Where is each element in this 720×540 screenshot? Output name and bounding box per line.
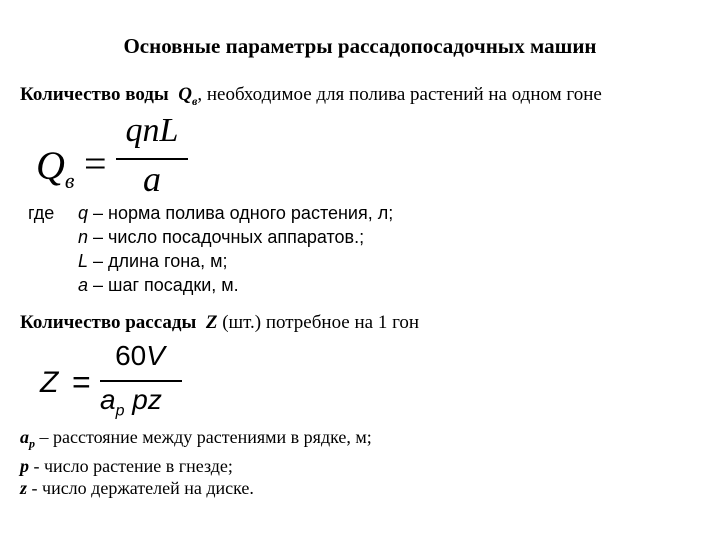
- water-quantity-line: [20, 84, 602, 109]
- formula1-lhs: $Q_в$: [36, 143, 75, 193]
- water-formula: [36, 112, 186, 202]
- seedlings-quantity-line: [20, 312, 419, 334]
- formula1-numerator: qnL: [125, 112, 179, 149]
- water-quantity-label: Количество воды: [20, 84, 169, 105]
- formula2-numerator: 60V: [115, 340, 165, 371]
- where-label: где: [28, 203, 55, 223]
- page-title: Основные параметры рассадопосадочных машин: [123, 34, 597, 58]
- formula2-lhs: Z: [40, 366, 59, 399]
- definition-item: q – норма полива одного растения, л;: [78, 203, 394, 223]
- formula1-denominator: a: [143, 159, 161, 199]
- formula2-fraction-bar: [100, 380, 182, 382]
- seedlings-quantity-label: Количество рассады: [20, 312, 197, 333]
- seedlings-symbol: Z: [205, 312, 218, 333]
- water-symbol: $Q_в$: [178, 84, 198, 108]
- formula2-equals: =: [72, 364, 91, 400]
- definition-item: L – длина гона, м;: [78, 251, 228, 271]
- definition-list: [78, 201, 393, 297]
- water-description: , необходимое для полива растений на одном гоне: [197, 84, 602, 105]
- definition-item: a – шаг посадки, м.: [78, 275, 239, 295]
- definition-item: n – число посадочных аппаратов.;: [78, 227, 365, 247]
- formula1-equals: =: [84, 141, 107, 186]
- seedlings-description: (шт.) потребное на 1 гон: [217, 312, 420, 333]
- legend-item: z - число держателей на диске.: [20, 477, 254, 498]
- formula2-denominator: $a_p$ pz: [100, 384, 162, 420]
- legend-item: $a_p$ – расстояние между растениями в рядке, м;: [20, 427, 372, 451]
- symbol-legend: [20, 426, 372, 499]
- seedlings-formula: [40, 340, 180, 430]
- legend-item: p - число растение в гнезде;: [20, 455, 233, 476]
